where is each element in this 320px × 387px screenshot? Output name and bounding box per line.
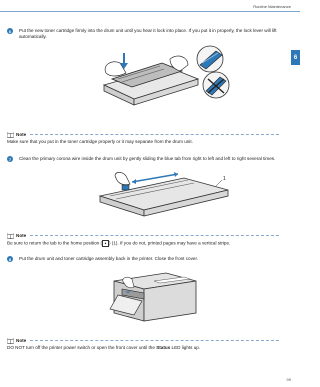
- note-text-part: DO NOT turn off the printer power switch or open the front cover until the: [7, 345, 157, 350]
- note-text-part: Be sure to return the tab to the home position (: [7, 240, 102, 246]
- note-text: Make sure that you put in the toner cartridge properly or it may separate from the drum unit.: [7, 139, 193, 144]
- chapter-tab: 6: [291, 50, 300, 65]
- home-position-icon: ▲: [102, 240, 109, 247]
- page-number: 99: [286, 377, 291, 382]
- step-text: Clean the primary corona wire inside the drum unit by gently sliding the blue tab from right to left and left to right several times.: [19, 156, 276, 161]
- step-6: [7, 28, 281, 40]
- note-1: [7, 131, 279, 145]
- note-label: Note: [16, 132, 27, 137]
- note-divider: [30, 134, 279, 135]
- note-text-part: ) (1). If you do not, printed pages may have a vertical stripe.: [109, 240, 231, 246]
- step-8: [7, 256, 281, 262]
- note-text: [7, 240, 279, 247]
- note-3: [7, 337, 279, 351]
- step-number: 8: [8, 256, 12, 262]
- note-2: [7, 232, 279, 247]
- status-led-label: Status: [156, 345, 171, 350]
- note-label: Note: [16, 233, 27, 238]
- callout-label: 1: [223, 176, 226, 182]
- note-text: [7, 345, 279, 351]
- note-label: Note: [16, 338, 27, 343]
- toner-cartridge-illustration: [98, 45, 238, 107]
- step-text: Put the new toner cartridge firmly into the drum unit until you hear it lock into place. If you put it in properly, the lock lever will lift automatically.: [19, 28, 277, 39]
- note-divider: [30, 340, 279, 341]
- note-icon: [7, 233, 14, 239]
- step-text: Put the drum unit and toner cartridge assembly back in the printer. Close the front cover.: [19, 256, 198, 261]
- printer-illustration: [104, 267, 204, 323]
- step-number: 7: [8, 156, 12, 162]
- header-rule: [0, 11, 300, 12]
- step-number: 6: [8, 28, 12, 34]
- note-icon: [7, 132, 14, 138]
- note-divider: [30, 235, 279, 236]
- corona-wire-illustration: [96, 172, 236, 220]
- note-icon: [7, 338, 14, 344]
- step-7: [7, 156, 281, 162]
- note-text-part: LED lights up.: [170, 345, 201, 350]
- running-header: Routine Maintenance: [253, 4, 291, 9]
